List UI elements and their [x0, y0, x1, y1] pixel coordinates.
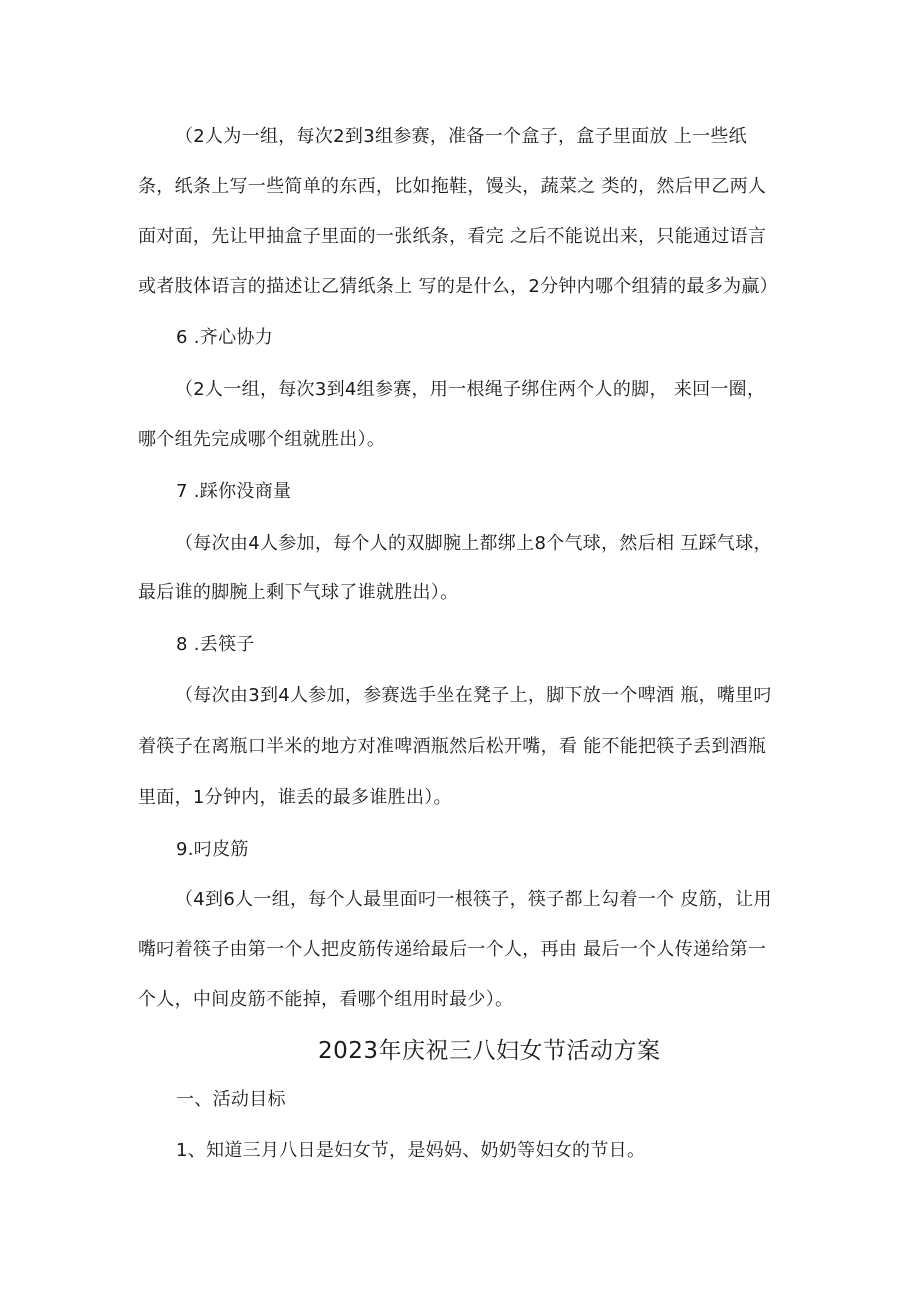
- section-heading: 7 .踩你没商量: [176, 481, 292, 502]
- paragraph-line: 着筷子在离瓶口半米的地方对准啤酒瓶然后松开嘴，看 能不能把筷子丢到酒瓶: [138, 736, 767, 757]
- paragraph-line: 或者肢体语言的描述让乙猜纸条上 写的是什么，2分钟内哪个组猜的最多为赢）: [138, 276, 778, 297]
- paragraph-line: 哪个组先完成哪个组就胜出）。: [138, 429, 386, 450]
- document-title: 2023年庆祝三八妇女节活动方案: [318, 1038, 661, 1064]
- paragraph-line: 最后谁的脚腕上剩下气球了谁就胜出）。: [138, 582, 459, 603]
- section-heading: 一、活动目标: [176, 1089, 286, 1110]
- section-heading: 9.叼皮筋: [176, 839, 249, 860]
- paragraph-line: （4到6人一组，每个人最里面叼一根筷子，筷子都上勾着一个 皮筋，让用: [175, 889, 772, 910]
- paragraph-line: 个人，中间皮筋不能掉，看哪个组用时最少）。: [138, 989, 514, 1010]
- paragraph-line: （2人为一组，每次2到3组参赛，准备一个盒子，盒子里面放 上一些纸: [175, 126, 747, 147]
- paragraph-line: 面对面，先让甲抽盒子里面的一张纸条，看完 之后不能说出来，只能通过语言: [138, 226, 767, 247]
- paragraph-line: 条，纸条上写一些简单的东西，比如拖鞋，馒头，蔬菜之 类的，然后甲乙两人: [138, 176, 767, 197]
- paragraph-line: （2人一组，每次3到4组参赛，用一根绳子绑住两个人的脚， 来回一圈，: [175, 379, 766, 400]
- section-heading: 8 .丢筷子: [176, 634, 255, 655]
- paragraph-line: （每次由3到4人参加，参赛选手坐在凳子上，脚下放一个啤酒 瓶，嘴里叼: [175, 685, 772, 706]
- paragraph-line: 嘴叼着筷子由第一个人把皮筋传递给最后一个人，再由 最后一个人传递给第一: [138, 939, 767, 960]
- paragraph-line: （每次由4人参加，每个人的双脚腕上都绑上8个气球，然后相 互踩气球，: [175, 533, 772, 554]
- section-heading: 6 .齐心协力: [176, 327, 273, 348]
- paragraph-line: 里面，1分钟内，谁丢的最多谁胜出）。: [138, 787, 452, 808]
- paragraph-line: 1、知道三月八日是妇女节，是妈妈、奶奶等妇女的节日。: [176, 1140, 646, 1161]
